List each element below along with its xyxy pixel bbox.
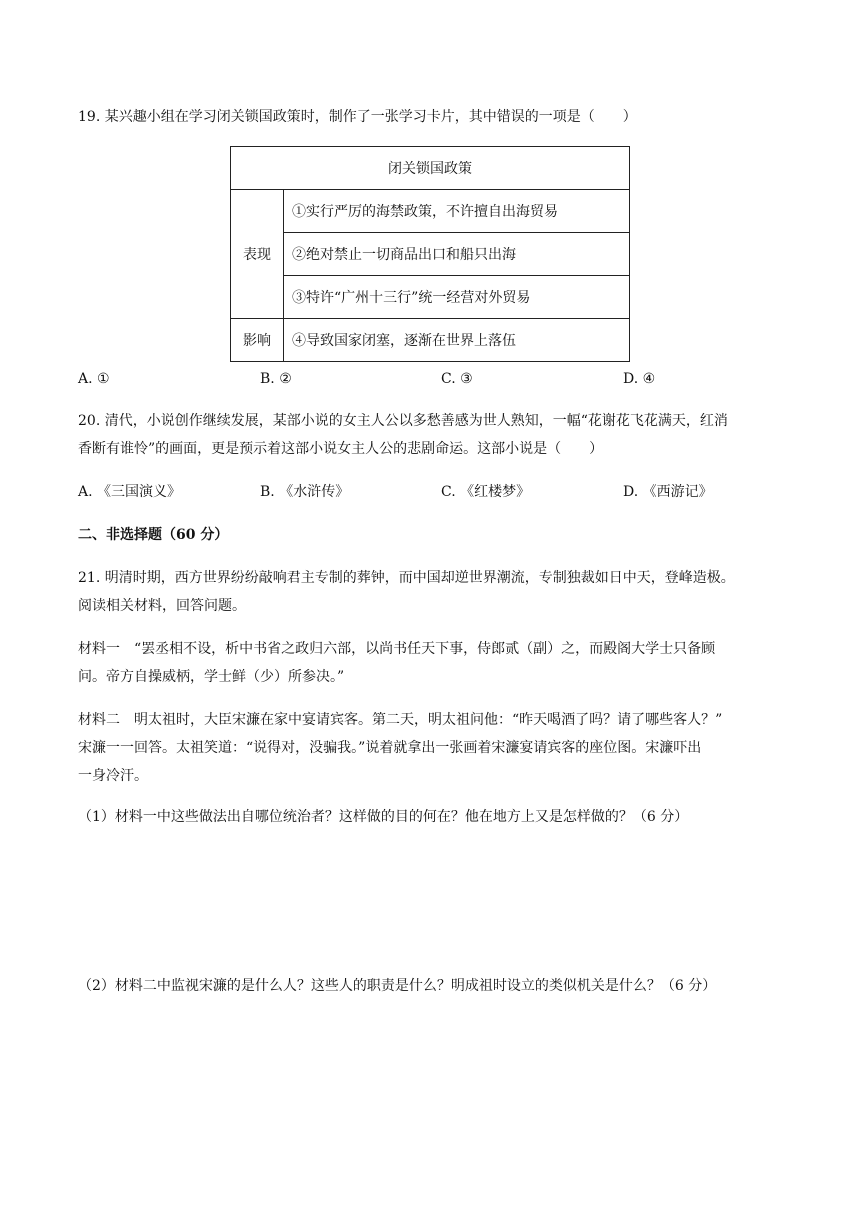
table-item-1: ①实行严厉的海禁政策，不许擅自出海贸易 (284, 190, 630, 233)
section-heading: 二、非选择题（60 分） (78, 527, 229, 543)
q21-intro-line2: 阅读相关材料，回答问题。 (78, 598, 246, 614)
row-head-manifestation: 表现 (231, 190, 284, 319)
q20-options (78, 482, 778, 502)
q20-stem-line1: 20. 清代，小说创作继续发展，某部小说的女主人公以多愁善感为世人熟知，一幅“花谢花飞花满天，红消 (78, 413, 728, 429)
q20-option-a[interactable]: A. 《三国演义》 (78, 484, 182, 500)
table-item-4: ④导致国家闭塞，逐渐在世界上落伍 (284, 319, 630, 362)
material2-line1: 材料二 明太祖时，大臣宋濂在家中宴请宾客。第二天，明太祖问他：“昨天喝酒了吗？请了哪些客人？” (78, 712, 723, 728)
sub-question-2: （2）材料二中监视宋濂的是什么人？这些人的职责是什么？明成祖时设立的类似机关是什么？（6 分） (78, 978, 717, 994)
q20-stem-line2: 香断有谁怜”的画面，更是预示着这部小说女主人公的悲剧命运。这部小说是（ ） (78, 441, 604, 457)
q19-options (78, 369, 778, 389)
q19-option-d[interactable]: D. ④ (623, 371, 656, 387)
q19-stem: 19. 某兴趣小组在学习闭关锁国政策时，制作了一张学习卡片，其中错误的一项是（ ） (78, 109, 637, 125)
row-head-impact: 影响 (231, 319, 284, 362)
q19-option-a[interactable]: A. ① (78, 371, 110, 387)
q19-option-c[interactable]: C. ③ (441, 371, 473, 387)
material1-line1: 材料一 “罢丞相不设，析中书省之政归六部，以尚书任天下事，侍郎贰（副）之，而殿阁大学士只备顾 (78, 641, 716, 657)
q20-option-d[interactable]: D. 《西游记》 (623, 484, 713, 500)
q19-option-b[interactable]: B. ② (260, 371, 292, 387)
q20-option-c[interactable]: C. 《红楼梦》 (441, 484, 531, 500)
sub-question-1: （1）材料一中这些做法出自哪位统治者？这样做的目的何在？他在地方上又是怎样做的？（6 分） (78, 809, 689, 825)
table-item-2: ②绝对禁止一切商品出口和船只出海 (284, 233, 630, 276)
table-item-3: ③特许“广州十三行”统一经营对外贸易 (284, 276, 630, 319)
material2-line3: 一身冷汗。 (78, 768, 148, 784)
q21-intro-line1: 21. 明清时期，西方世界纷纷敲响君主专制的葬钟，而中国却逆世界潮流，专制独裁如日中天，登峰造极。 (78, 570, 735, 586)
study-card-table (230, 146, 630, 362)
material1-line2: 问。帝方自操威柄，学士鲜（少）所参决。” (78, 669, 345, 685)
material2-line2: 宋濂一一回答。太祖笑道：“说得对，没骗我。”说着就拿出一张画着宋濂宴请宾客的座位图。宋濂吓出 (78, 740, 702, 756)
q20-option-b[interactable]: B. 《水浒传》 (260, 484, 350, 500)
table-title: 闭关锁国政策 (231, 147, 630, 190)
